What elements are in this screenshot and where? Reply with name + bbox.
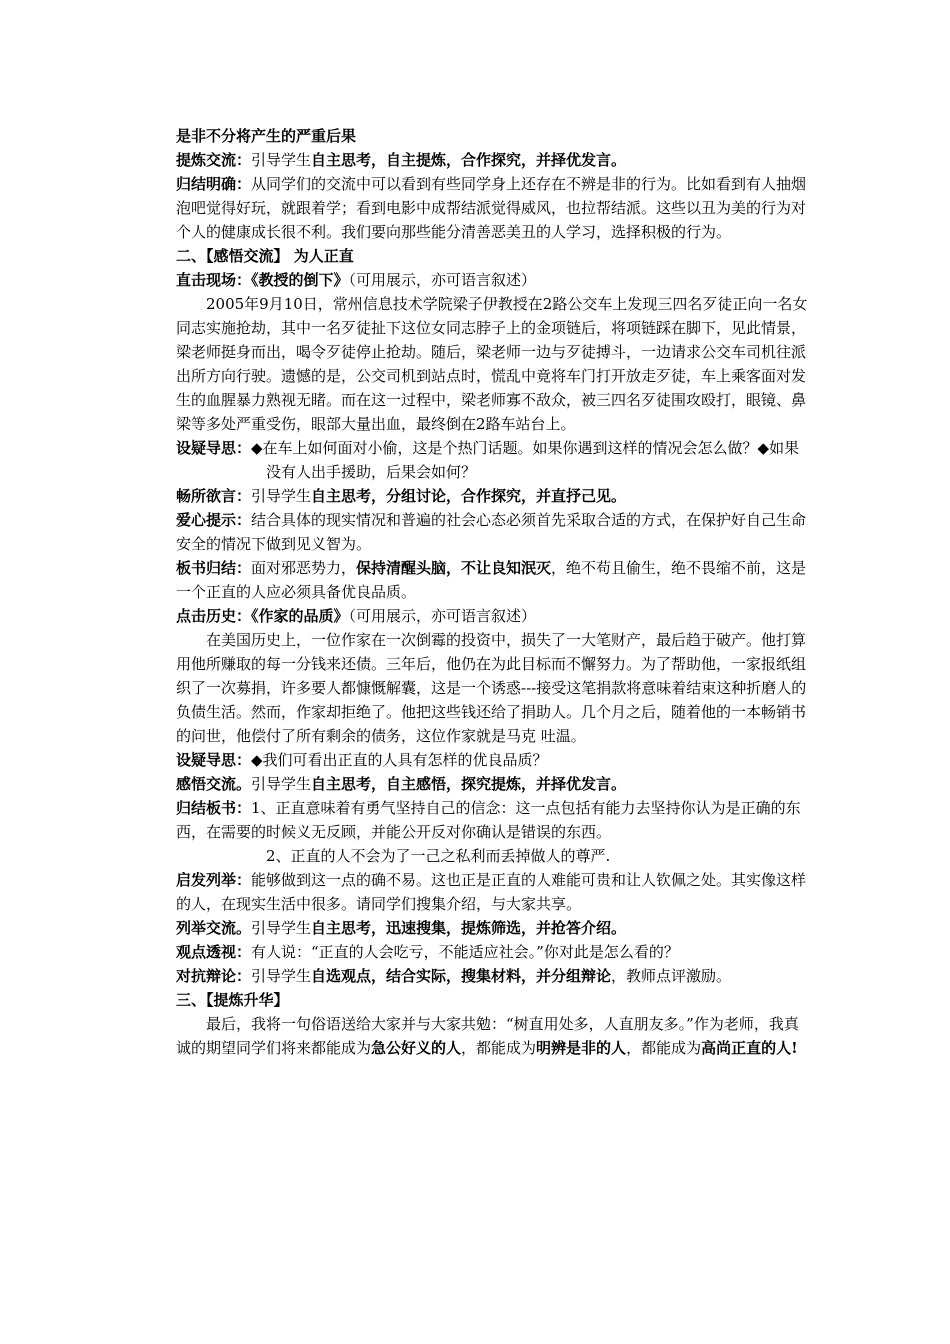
text-run: 是非不分将产生的严重后果 [176,127,357,145]
text-run: 1、正直意味着有勇气坚持自己的信念：这一点包括有能力去坚持你认为是正确的东西，在需要的时候义无反顾，并能公开反对你确认是错误的东西。 [176,799,801,841]
text-run: 二、【感悟交流】 为人正直 [176,247,354,265]
text-run: 急公好义的人 [371,1039,462,1057]
paragraph [176,1012,810,1060]
paragraph [176,484,810,508]
paragraph [176,436,810,484]
text-run: 保持清醒头脑，不让良知泯灭 [356,559,552,577]
text-run: 点击历史： [176,607,252,625]
paragraph [176,796,810,844]
text-run: 观点透视： [176,943,252,961]
text-run: 归结板书： [176,799,252,817]
paragraph [176,844,810,868]
text-run: 直击现场： [176,271,252,289]
paragraph [176,244,810,268]
text-run: ◆我们可看出正直的人具有怎样的优良品质？ [251,751,548,769]
text-run: 三、【提炼升华】 [176,991,289,1009]
text-run: 有人说：“正直的人会吃亏，不能适应社会。”你对此是怎么看的？ [251,943,679,961]
text-run: ，教师点评激励。 [611,967,732,985]
text-run: ，都能成为 [626,1039,702,1057]
document-page [176,124,810,1060]
text-run: 引导学生 [251,919,312,937]
text-run: ◆在车上如何面对小偷，这是个热门话题。如果你遇到这样的情况会怎么做？◆如果没有人出手援助，后果会如何？ [251,439,800,481]
paragraph [176,748,810,772]
paragraph [176,148,810,172]
paragraph [176,508,810,556]
paragraph [176,604,810,628]
text-run: 设疑导思： [176,439,252,457]
text-run: 《教授的倒下》 [251,271,349,289]
text-run: 能够做到这一点的确不易。这也正是正直的人难能可贵和让人钦佩之处。其实像这样的人，在现实生活中很多。请同学们搜集介绍，与大家共享。 [176,871,807,913]
paragraph [176,868,810,916]
text-run: 自选观点，结合实际，搜集材料，并分组辩论 [311,967,612,985]
text-run: 面对邪恶势力， [251,559,357,577]
text-run: 归结明确： [176,175,252,193]
text-run: 从同学们的交流中可以看到有些同学身上还存在不辨是非的行为。比如看到有人抽烟泡吧觉得好玩，就跟着学；看到电影中成帮结派觉得威风，也拉帮结派。这些以丑为美的行为对个人的健康成长很不利。我们要向那些能分清善恶美丑的人学习，选择积极的行为。 [176,175,807,241]
paragraph [176,268,810,292]
text-run: 最后，我将一句俗语送给大家并与大家共勉：“树直用处多，人直朋友多。”作为老师，我真诚的期望同学们将来都能成为 [176,1015,799,1057]
text-run: 引导学生 [251,151,312,169]
text-run: 畅所欲言： [176,487,252,505]
text-run: 感悟交流。 [176,775,252,793]
text-run: 自主思考，迅速搜集，提炼筛选，并抢答介绍。 [311,919,627,937]
paragraph [176,964,810,988]
text-run: 爱心提示： [176,511,252,529]
paragraph [176,628,810,748]
text-run: 列举交流。 [176,919,252,937]
text-run: 引导学生 [251,775,312,793]
text-run: 板书归结： [176,559,252,577]
text-run: （可用展示，亦可语言叙述） [348,607,537,625]
text-run: 提炼交流： [176,151,252,169]
text-run: 2005年9月10日，常州信息技术学院梁子伊教授在2路公交车上发现三四名歹徒正向一名女同志实施抢劫，其中一名歹徒扯下这位女同志脖子上的金项链后，将项链踩在脚下，见此情景，梁老师挺身而出，喝令歹徒停止抢劫。随后，梁老师一边与歹徒搏斗，一边请求公交车司机往派出所方向行驶。遗憾的是，公交司机到站点时，慌乱中竟将车门打开放走歹徒，车上乘客面对发生的血腥暴力熟视无睹。而在这一过程中，梁老师寡不敌众，被三四名歹徒围攻殴打，眼镜、鼻梁等多处严重受伤，眼部大量出血，最终倒在2路车站台上。 [176,295,808,433]
paragraph [176,940,810,964]
text-run: 2、正直的人不会为了一己之私利而丢掉做人的尊严. [266,847,611,865]
text-run: 自主思考，分组讨论，合作探究，并直抒己见。 [311,487,627,505]
text-run: 引导学生 [251,967,312,985]
text-run: ，都能成为 [461,1039,537,1057]
text-run: 明辨是非的人 [536,1039,627,1057]
text-run: 在美国历史上，一位作家在一次倒霉的投资中，损失了一大笔财产，最后趋于破产。他打算用他所赚取的每一分钱来还债。三年后，他仍在为此目标而不懈努力。为了帮助他，一家报纸组织了一次募捐，许多要人都慷慨解囊，这是一个诱惑---接受这笔捐款将意味着结束这种折磨人的负债生活。然而，作家却拒绝了。他把这些钱还给了捐助人。几个月之后，随着他的一本畅销书的问世，他偿付了所有剩余的债务，这位作家就是马克 吐温。 [176,631,807,745]
text-run: 结合具体的现实情况和普遍的社会心态必须首先采取合适的方式，在保护好自己生命安全的情况下做到见义智为。 [176,511,807,553]
text-run: 对抗辩论： [176,967,252,985]
paragraph [176,772,810,796]
text-run: 自主思考，自主感悟，探究提炼，并择优发言。 [311,775,627,793]
text-run: 《作家的品质》 [251,607,349,625]
text-run: 高尚正直的人! [701,1039,798,1057]
text-run: （可用展示，亦可语言叙述） [348,271,537,289]
paragraph [176,292,810,436]
paragraph [176,172,810,244]
text-run: 自主思考，自主提炼，合作探究，并择优发言。 [311,151,627,169]
text-run: 引导学生 [251,487,312,505]
text-run: 启发列举： [176,871,252,889]
paragraph [176,988,810,1012]
paragraph [176,124,810,148]
paragraph [176,916,810,940]
text-run: 设疑导思： [176,751,252,769]
paragraph [176,556,810,604]
text-run: ，绝不苟且偷生，绝不畏缩不前，这是一个正直的人应必须具备优良品质。 [176,559,807,601]
